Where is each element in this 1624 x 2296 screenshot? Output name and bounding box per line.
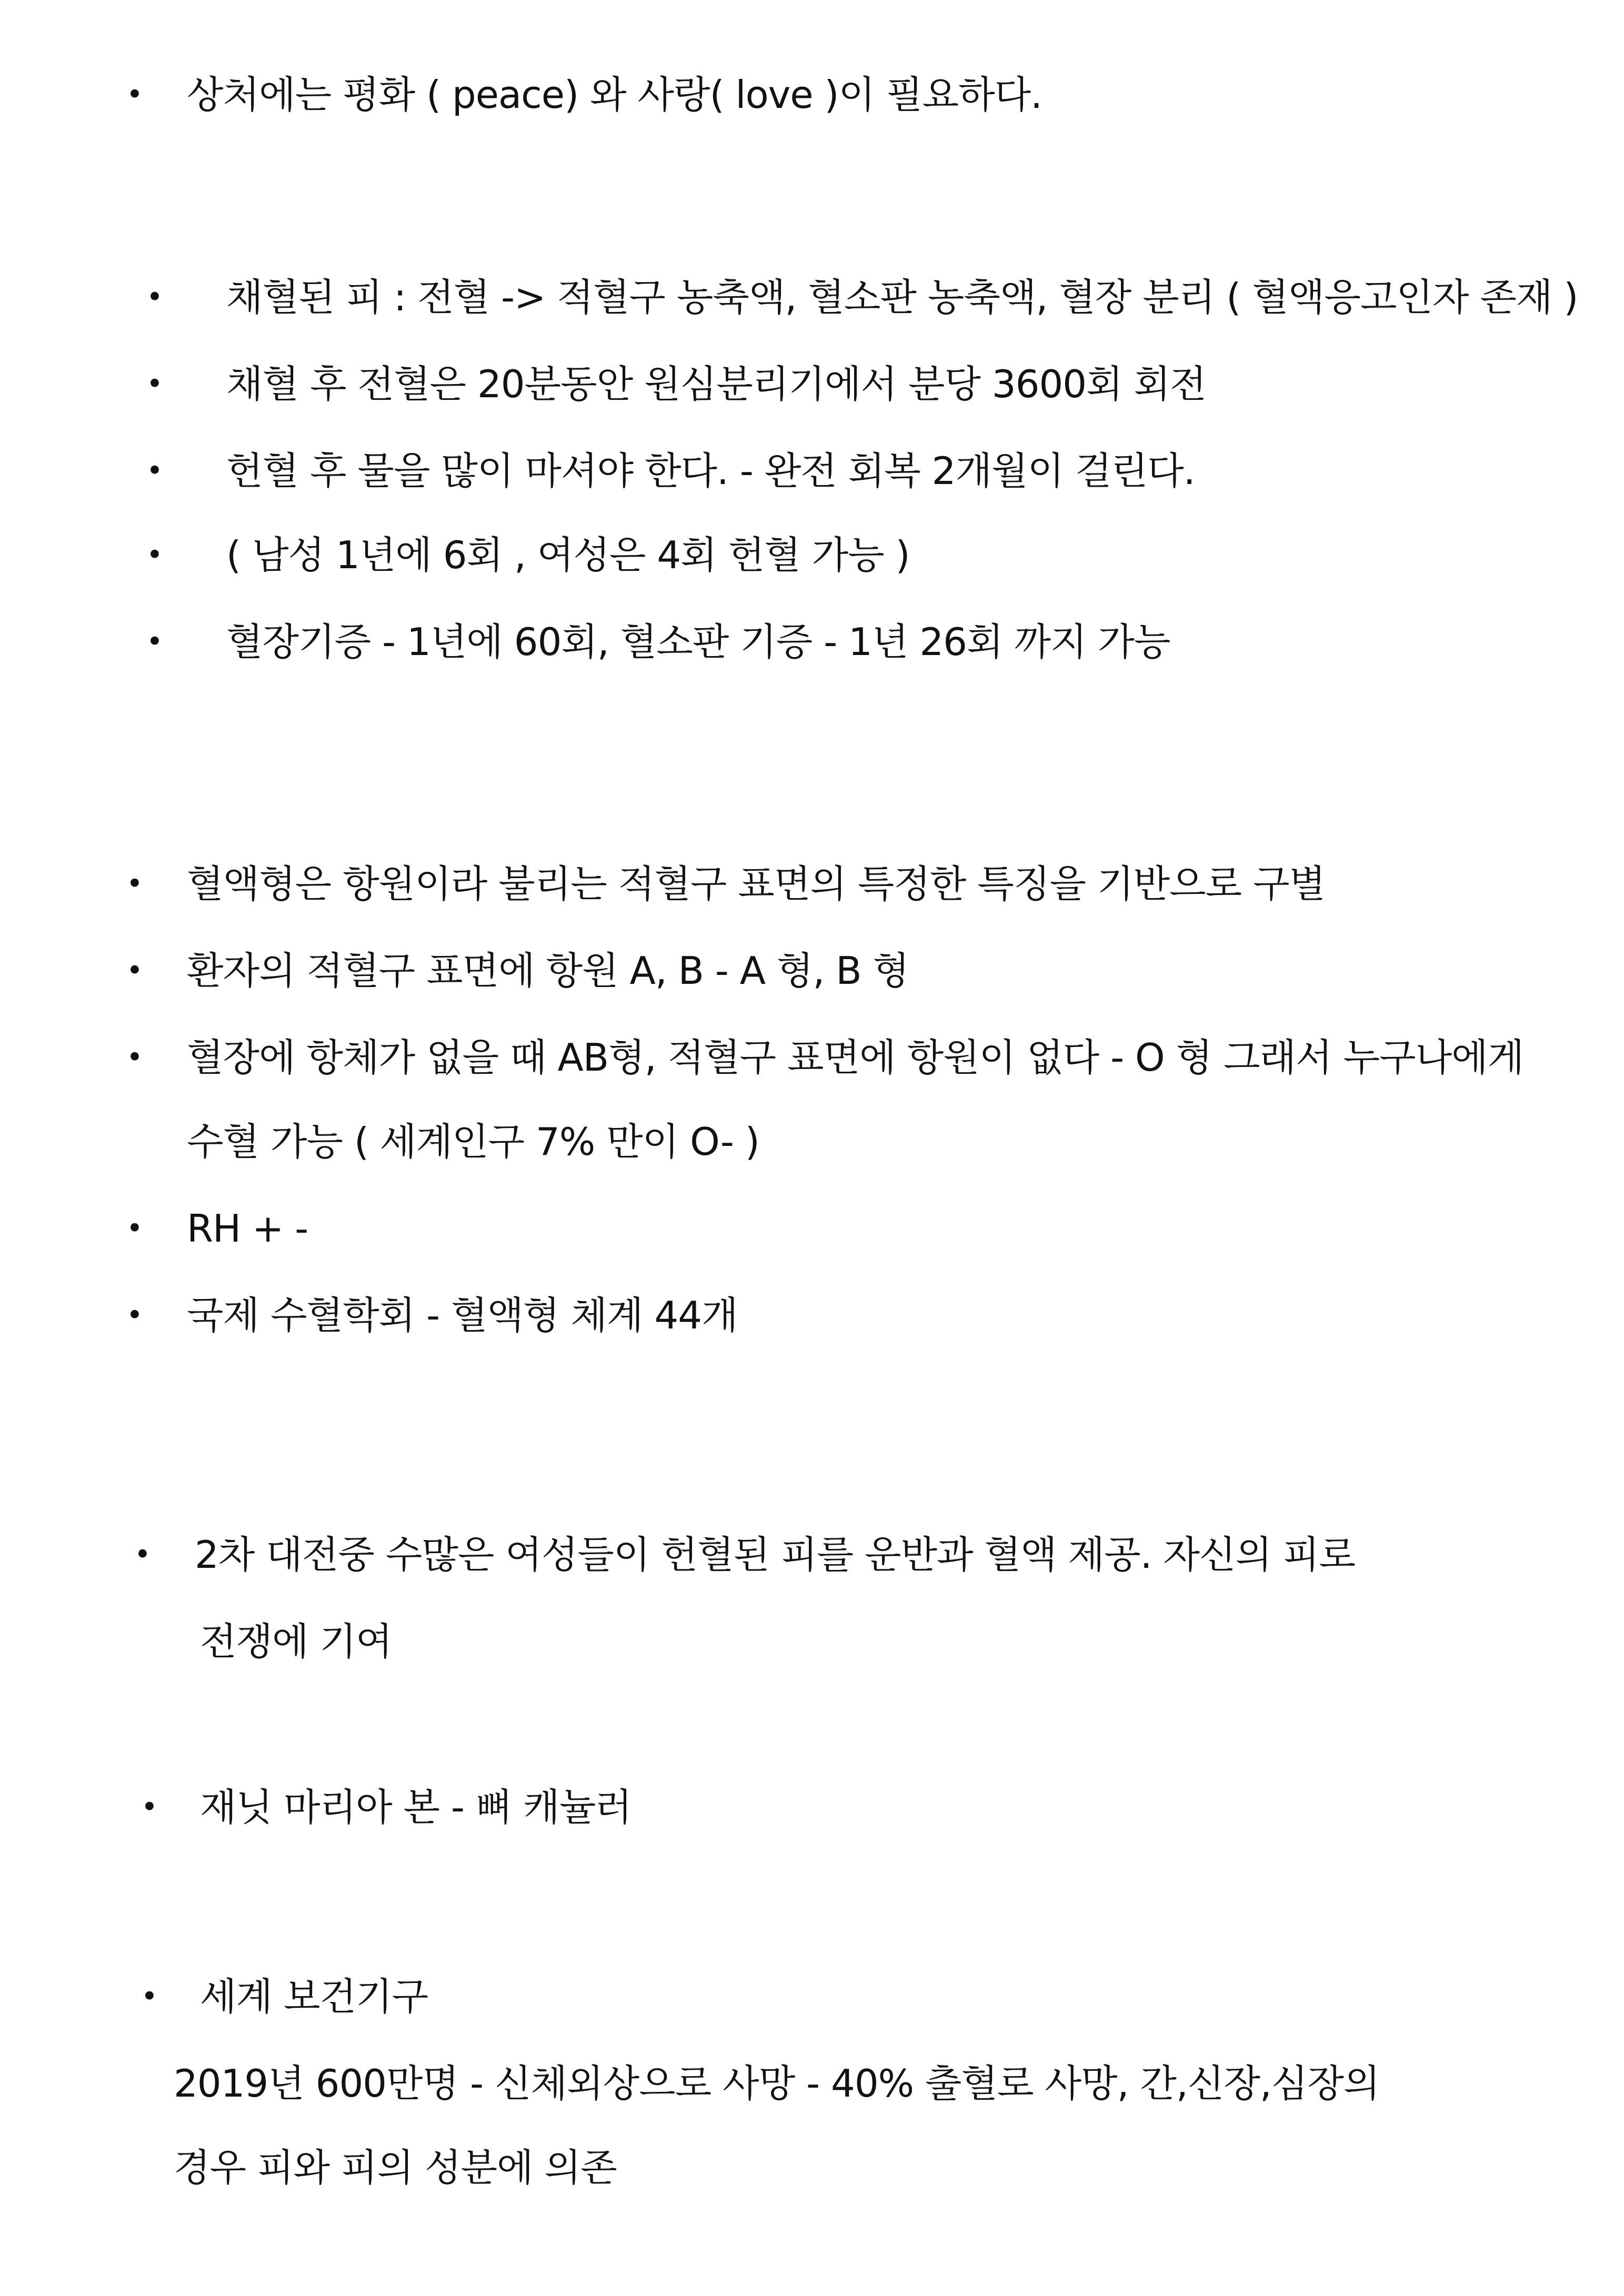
bullet-dot: • [126, 1041, 143, 1074]
bullet-dot: • [126, 78, 143, 111]
bullet-dot: • [141, 1790, 158, 1824]
list-item: RH + - [187, 1206, 308, 1251]
list-item-continuation: 수혈 가능 ( 세계인구 7% 만이 O- ) [187, 1120, 759, 1164]
list-item: 채혈된 피 : 전혈 -> 적혈구 농축액, 혈소판 농축액, 혈장 분리 ( 혈액응고인자 존재 ) [226, 275, 1578, 319]
list-item: 재닛 마리아 본 - 뼈 캐뉼러 [200, 1785, 631, 1829]
list-item: 상처에는 평화 ( peace) 와 사랑( love )이 필요하다. [187, 73, 1042, 117]
list-item: 국제 수혈학회 - 혈액형 체계 44개 [187, 1293, 738, 1337]
list-item: 세계 보건기구 [200, 1975, 428, 2019]
bullet-dot: • [134, 1538, 151, 1571]
list-item: 2차 대전중 수많은 여성들이 헌혈된 피를 운반과 혈액 제공. 자신의 피로 [195, 1533, 1356, 1577]
list-item: 혈장에 항체가 없을 때 AB형, 적혈구 표면에 항원이 없다 - O 형 그래서 누구나에게 [187, 1035, 1524, 1080]
list-item: 환자의 적혈구 표면에 항원 A, B - A 형, B 형 [187, 949, 909, 993]
bullet-dot: • [126, 1298, 143, 1332]
list-item: ( 남성 1년에 6회 , 여성은 4회 헌혈 가능 ) [226, 533, 910, 577]
list-item: 혈액형은 항원이라 불리는 적혈구 표면의 특정한 특징을 기반으로 구별 [187, 862, 1326, 906]
list-item: 헌혈 후 물을 많이 마셔야 한다. - 완전 회복 2개월이 걸린다. [226, 449, 1195, 493]
bullet-dot: • [146, 454, 163, 487]
bullet-dot: • [146, 367, 163, 400]
bullet-dot: • [141, 1980, 158, 2013]
list-item-continuation: 전쟁에 기여 [200, 1619, 392, 1664]
list-item: 혈장기증 - 1년에 60회, 혈소판 기증 - 1년 26회 까지 가능 [226, 620, 1170, 664]
bullet-dot: • [126, 1212, 143, 1245]
list-item: 채혈 후 전혈은 20분동안 원심분리기에서 분당 3600회 회전 [226, 362, 1206, 406]
bullet-dot: • [126, 954, 143, 987]
body-text: 경우 피와 피의 성분에 의존 [174, 2146, 617, 2190]
bullet-dot: • [126, 867, 143, 900]
body-text: 2019년 600만명 - 신체외상으로 사망 - 40% 출혈로 사망, 간,신장,심장의 [174, 2061, 1380, 2106]
bullet-dot: • [146, 538, 163, 571]
bullet-dot: • [146, 280, 163, 314]
bullet-dot: • [146, 625, 163, 658]
